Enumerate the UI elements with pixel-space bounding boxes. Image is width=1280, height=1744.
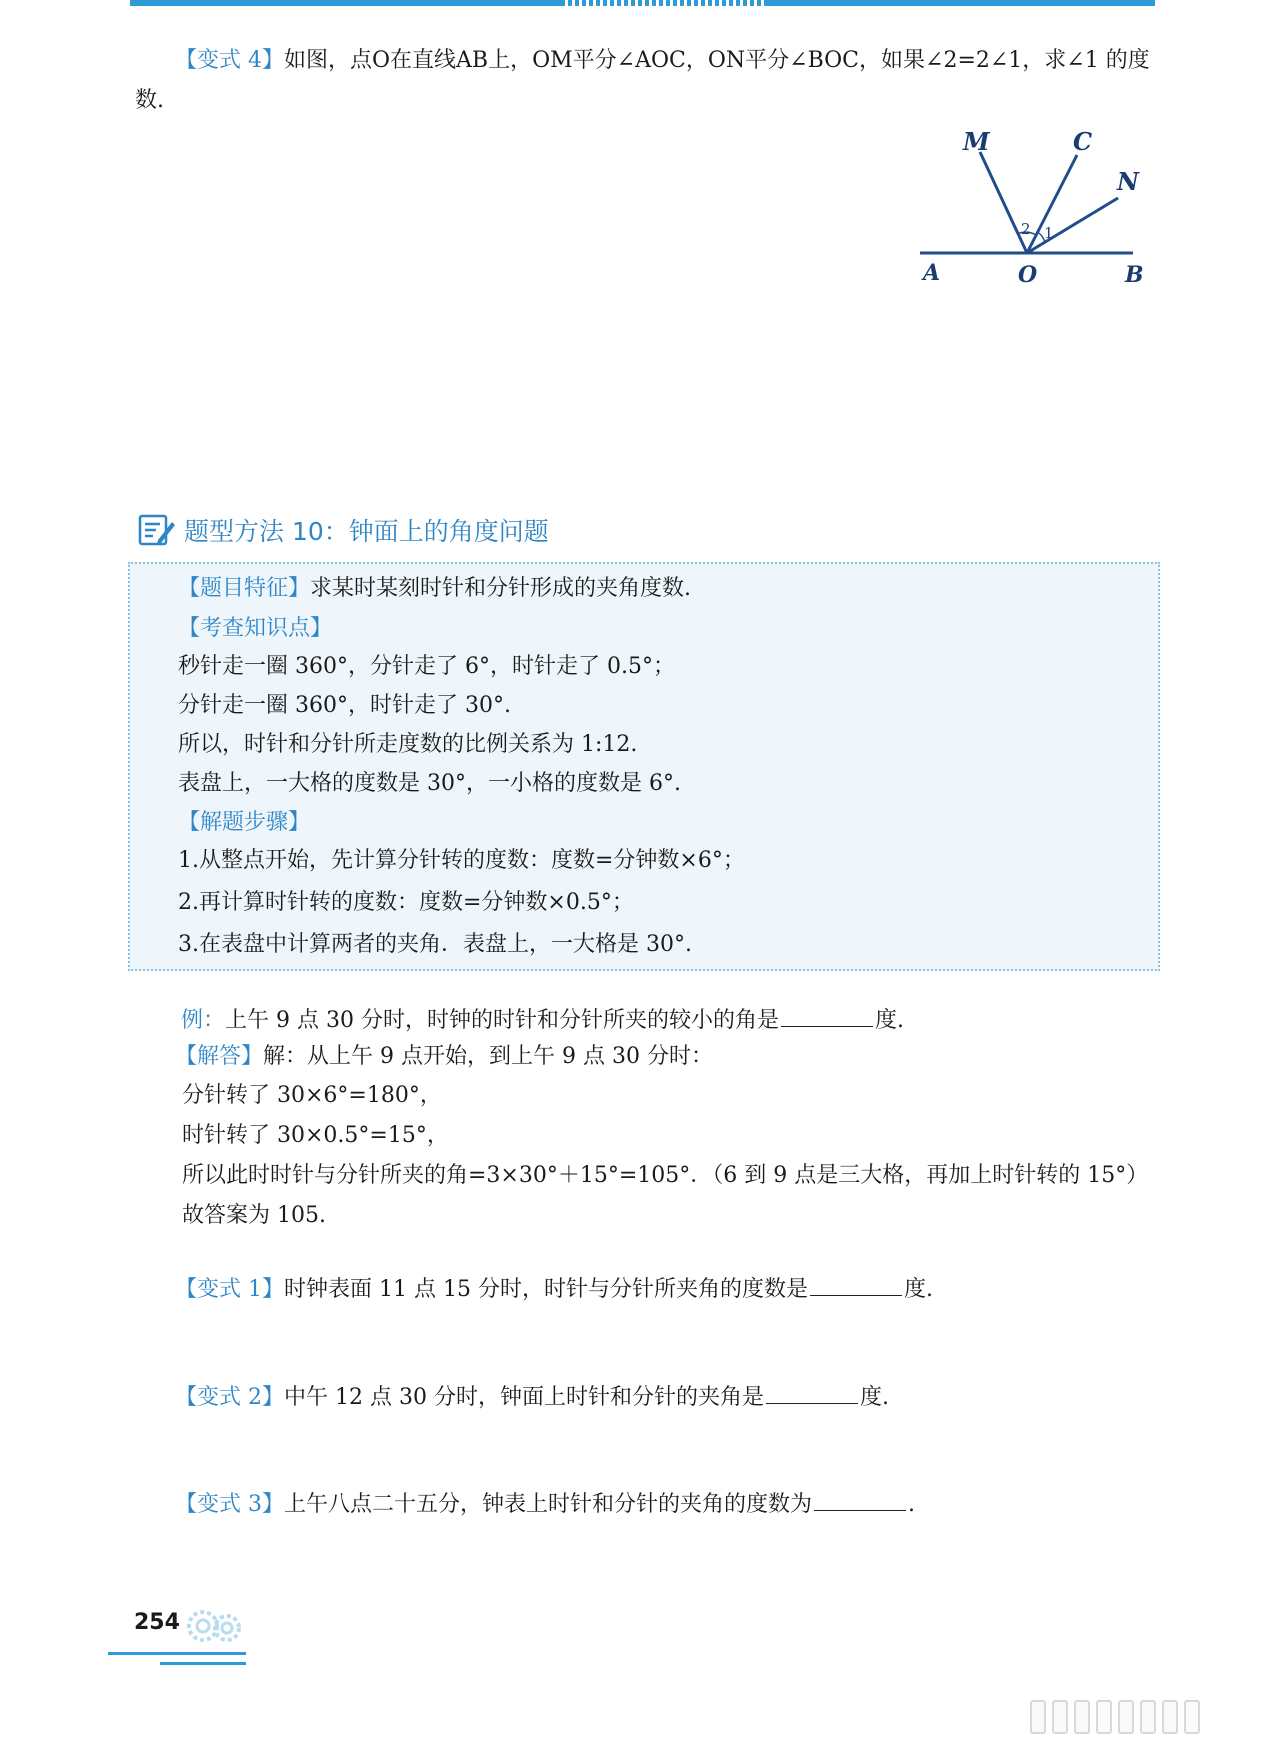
- step-item: 2.再计算时针转的度数：度数=分钟数×0.5°；: [178, 890, 634, 915]
- variant1-tag: 【变式 1】: [175, 1277, 284, 1302]
- answer-blank: [781, 1004, 873, 1027]
- footer-line: [160, 1662, 246, 1665]
- answer-line: [175, 1042, 713, 1072]
- edit-note-icon: [138, 512, 176, 548]
- example-line: [181, 1004, 904, 1036]
- label-angle2: 2: [1021, 220, 1031, 238]
- label-angle1: 1: [1044, 224, 1054, 242]
- answer-line: 故答案为 105.: [182, 1203, 326, 1228]
- step-item: 3.在表盘中计算两者的夹角．表盘上，一大格是 30°.: [178, 932, 692, 957]
- answer-blank: [814, 1488, 906, 1511]
- angle-figure: [905, 130, 1165, 290]
- knowledge-tag: 【考查知识点】: [178, 616, 333, 641]
- step-item: 1.从整点开始，先计算分针转的度数：度数=分钟数×6°；: [178, 848, 745, 873]
- ray-om: [980, 152, 1027, 253]
- header-bar-pattern: [565, 0, 765, 6]
- answer-blank: [766, 1381, 858, 1404]
- variant4-tag: 【变式 4】: [175, 48, 284, 73]
- variant2-line: [175, 1381, 889, 1413]
- variant1-suffix: 度.: [903, 1277, 933, 1302]
- section-title: [138, 512, 549, 548]
- steps-tag: 【解题步骤】: [178, 810, 311, 835]
- example-tag: 例：: [181, 1008, 226, 1033]
- variant4-line1: [175, 46, 1150, 76]
- footer-line: [108, 1652, 246, 1655]
- feature-tag: 【题目特征】: [178, 576, 311, 601]
- variant4-line2: 数.: [135, 88, 164, 113]
- variant3-line: [175, 1488, 915, 1520]
- answer-tag: 【解答】: [175, 1044, 264, 1069]
- variant3-tag: 【变式 3】: [175, 1492, 284, 1517]
- knowledge-item: 表盘上，一大格的度数是 30°，一小格的度数是 6°.: [178, 771, 681, 796]
- label-b: B: [1125, 262, 1144, 288]
- section-title-text: 题型方法 10：钟面上的角度问题: [184, 517, 549, 546]
- answer-text: 解：从上午 9 点开始，到上午 9 点 30 分时：: [263, 1044, 713, 1069]
- answer-line: 分针转了 30×6°=180°，: [182, 1083, 442, 1108]
- variant2-suffix: 度.: [859, 1385, 889, 1410]
- label-n: N: [1117, 167, 1139, 196]
- label-a: A: [923, 260, 941, 286]
- page-number: 254: [134, 1610, 180, 1635]
- variant4-text: 如图，点O在直线AB上，OM平分∠AOC，ON平分∠BOC，如果∠2=2∠1，求∠1 的度: [284, 48, 1150, 73]
- method-box: [128, 562, 1160, 971]
- knowledge-item: 所以，时针和分针所走度数的比例关系为 1:12.: [178, 732, 638, 757]
- label-m: M: [963, 130, 990, 156]
- watermark-bars: [1030, 1700, 1200, 1734]
- feature-line: [178, 574, 691, 604]
- label-o: O: [1018, 262, 1038, 288]
- knowledge-item: 秒针走一圈 360°，分针走了 6°，时针走了 0.5°；: [178, 654, 675, 679]
- answer-blank: [810, 1273, 902, 1296]
- example-text: 上午 9 点 30 分时，时钟的时针和分针所夹的较小的角是: [225, 1008, 779, 1033]
- variant2-tag: 【变式 2】: [175, 1385, 284, 1410]
- variant1-text: 时钟表面 11 点 15 分时，时针与分针所夹角的度数是: [284, 1277, 808, 1302]
- label-c: C: [1073, 130, 1093, 156]
- knowledge-item: 分针走一圈 360°，时针走了 30°.: [178, 693, 511, 718]
- variant3-suffix: .: [908, 1492, 916, 1517]
- variant2-text: 中午 12 点 30 分时，钟面上时针和分针的夹角是: [284, 1385, 764, 1410]
- gears-icon: [185, 1604, 245, 1652]
- feature-text: 求某时某刻时针和分针形成的夹角度数.: [310, 576, 692, 601]
- variant3-text: 上午八点二十五分，钟表上时针和分针的夹角的度数为: [284, 1492, 813, 1517]
- answer-line: 时针转了 30×0.5°=15°，: [182, 1123, 449, 1148]
- example-suffix: 度.: [874, 1008, 904, 1033]
- variant1-line: [175, 1273, 933, 1305]
- answer-line: 所以此时时针与分针所夹的角=3×30°＋15°=105°．（6 到 9 点是三大格，再加上时针转的 15°）: [182, 1163, 1149, 1188]
